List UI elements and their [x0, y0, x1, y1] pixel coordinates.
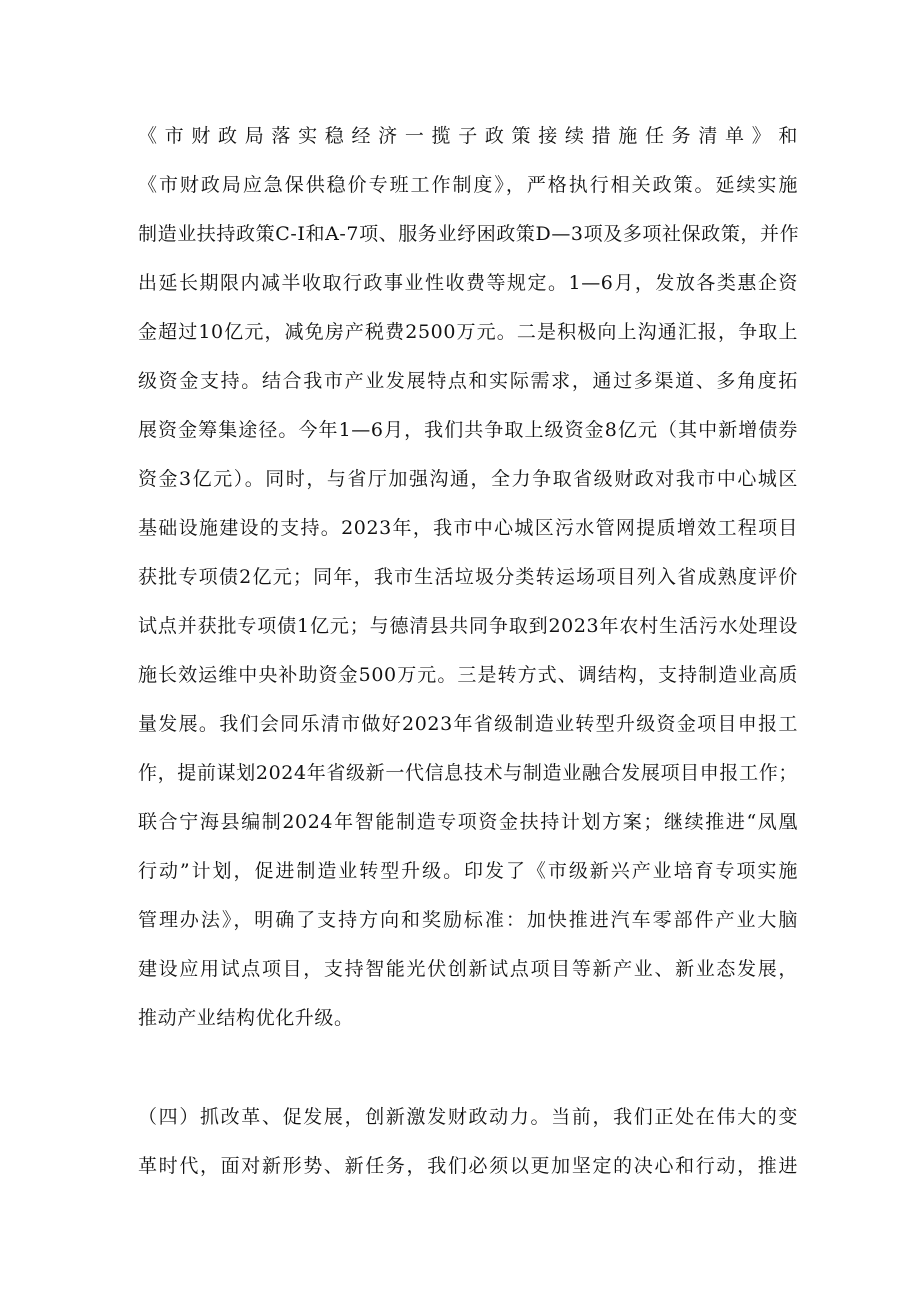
text-line: 制造业扶持政策C-I和A-7项、服务业纾困政策D—3项及多项社保政策，并作: [138, 223, 800, 245]
text-line: （四）抓改革、促发展，创新激发财政动力。当前，我们正处在伟大的变: [138, 1106, 798, 1128]
text-line: 基础设施建设的支持。2023年，我市中心城区污水管网提质增效工程项目: [138, 517, 798, 539]
text-line: 获批专项债2亿元；同年，我市生活垃圾分类转运场项目列入省成熟度评价: [138, 566, 798, 588]
text-line: 资金3亿元）。同时，与省厅加强沟通，全力争取省级财政对我市中心城区: [138, 468, 798, 490]
text-line: 金超过10亿元，减免房产税费2500万元。二是积极向上沟通汇报，争取上: [138, 321, 798, 343]
text-line: 《市财政局应急保供稳价专班工作制度》，严格执行相关政策。延续实施: [138, 174, 798, 196]
text-line: 建设应用试点项目，支持智能光伏创新试点项目等新产业、新业态发展，: [138, 958, 798, 980]
text-line: 量发展。我们会同乐清市做好2023年省级制造业转型升级资金项目申报工: [138, 713, 798, 735]
text-line: 联合宁海县编制2024年智能制造专项资金扶持计划方案；继续推进“凤凰: [138, 811, 798, 833]
text-line: 行动”计划，促进制造业转型升级。印发了《市级新兴产业培育专项实施: [138, 860, 798, 882]
text-line: 展资金筹集途径。今年1—6月，我们共争取上级资金8亿元（其中新增债券: [138, 419, 798, 441]
text-line: 施长效运维中央补助资金500万元。三是转方式、调结构，支持制造业高质: [138, 664, 798, 686]
text-line: 管理办法》，明确了支持方向和奖励标准：加快推进汽车零部件产业大脑: [138, 909, 798, 931]
text-line: 出延长期限内减半收取行政事业性收费等规定。1—6月，发放各类惠企资: [138, 272, 798, 294]
text-line: 革时代，面对新形势、新任务，我们必须以更加坚定的决心和行动，推进: [138, 1155, 798, 1177]
text-line: 推动产业结构优化升级。: [138, 1007, 354, 1029]
text-line: 试点并获批专项债1亿元；与德清县共同争取到2023年农村生活污水处理设: [138, 615, 798, 637]
text-line: 级资金支持。结合我市产业发展特点和实际需求，通过多渠道、多角度拓: [138, 370, 798, 392]
text-line: 作，提前谋划2024年省级新一代信息技术与制造业融合发展项目申报工作；: [138, 762, 798, 784]
text-line: 《市财政局落实稳经济一揽子政策接续措施任务清单》和: [138, 125, 798, 147]
